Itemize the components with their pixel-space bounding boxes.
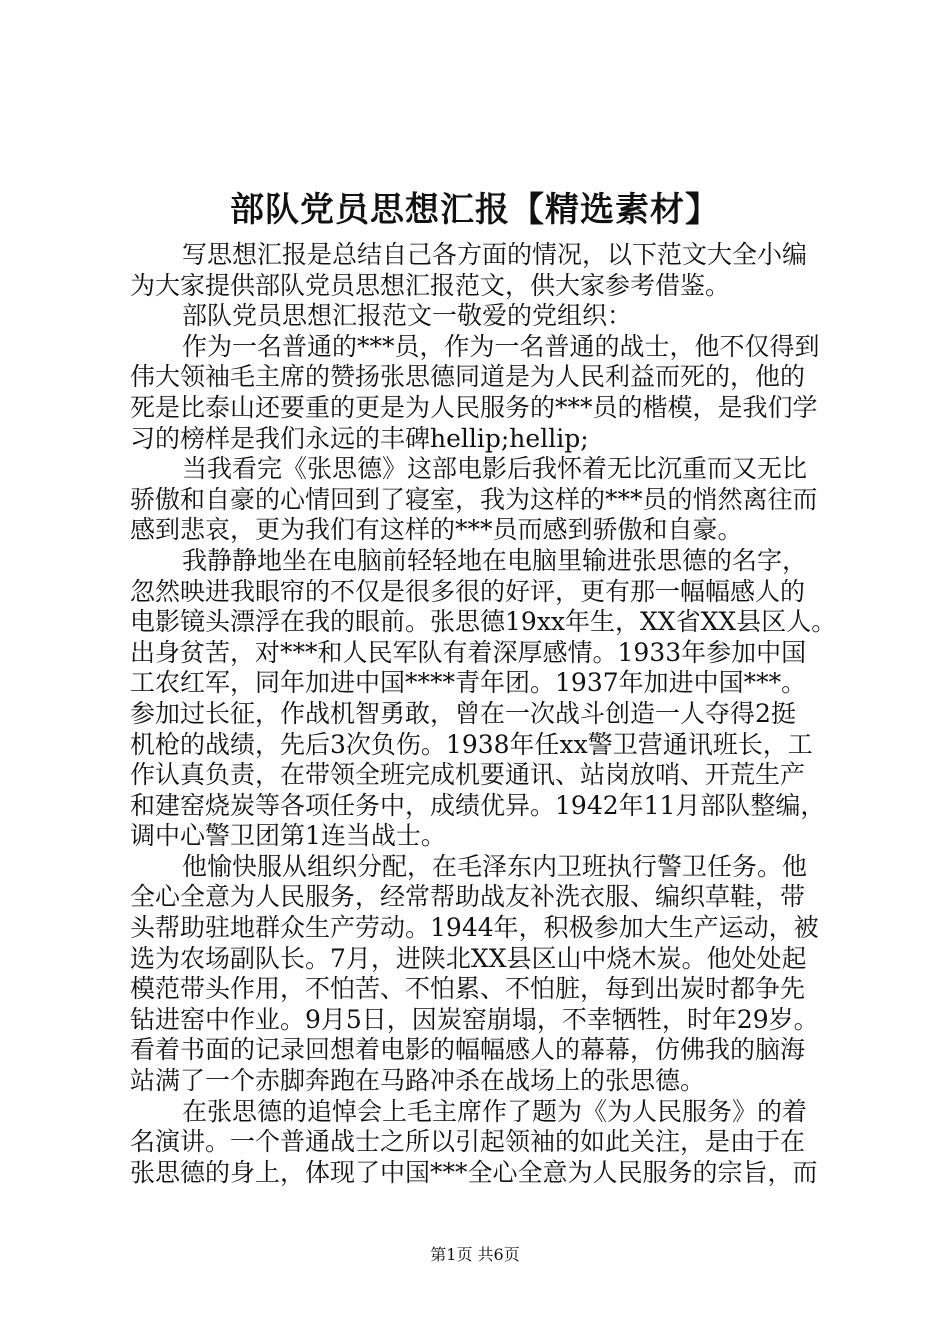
body-line: 写思想汇报是总结自己各方面的情况，以下范文大全小编 (182, 240, 808, 269)
document-title: 部队党员思想汇报【精选素材】 (230, 190, 720, 230)
body-line: 死是比泰山还要重的更是为人民服务的***员的楷模，是我们学 (130, 392, 818, 422)
body-line: 机枪的战绩，先后3次负伤。1938年任xx警卫营通讯班长，工 (130, 729, 813, 759)
body-line: 在张思德的追悼会上毛主席作了题为《为人民服务》的着 (182, 1096, 808, 1126)
body-line: 选为农场副队长。7月，进陕北XX县区山中烧木炭。他处处起 (130, 943, 807, 973)
body-line: 全心全意为人民服务，经常帮助战友补洗衣服、编织草鞋，带 (130, 882, 806, 912)
body-line: 和建窑烧炭等各项任务中，成绩优异。1942年11月部队整编， (130, 790, 826, 820)
body-line: 骄傲和自豪的心情回到了寝室，我为这样的***员的悄然离往而 (130, 484, 818, 514)
body-line: 当我看完《张思德》这部电影后我怀着无比沉重而又无比 (182, 454, 808, 484)
body-line: 他愉快服从组织分配，在毛泽东内卫班执行警卫任务。他 (182, 851, 808, 881)
body-line: 伟大领袖毛主席的赞扬张思德同道是为人民利益而死的，他的 (130, 362, 806, 392)
body-line: 部队党员思想汇报范文一敬爱的党组织： (182, 301, 633, 331)
body-line: 习的榜样是我们永远的丰碑hellip;hellip; (130, 423, 589, 453)
body-line: 感到悲哀，更为我们有这样的***员而感到骄傲和自豪。 (130, 515, 743, 545)
body-line: 看着书面的记录回想着电影的幅幅感人的幕幕，仿佛我的脑海 (130, 1035, 806, 1065)
body-line: 张思德的身上，体现了中国***全心全意为人民服务的宗旨，而 (130, 1157, 818, 1187)
body-line: 出身贫苦，对***和人民军队有着深厚感情。1933年参加中国 (130, 637, 807, 667)
body-line: 站满了一个赤脚奔跑在马路冲杀在战场上的张思德。 (130, 1066, 706, 1096)
body-line: 为大家提供部队党员思想汇报范文，供大家参考借鉴。 (130, 270, 731, 300)
body-line: 工农红军，同年加进中国****青年团。1937年加进中国***。 (130, 668, 807, 698)
body-line: 作认真负责，在带领全班完成机要通讯、站岗放哨、开荒生产 (130, 760, 806, 790)
body-line: 我静静地坐在电脑前轻轻地在电脑里输进张思德的名字， (182, 545, 808, 575)
body-line: 参加过长征，作战机智勇敢，曾在一次战斗创造一人夺得2挺 (130, 698, 796, 728)
body-line: 名演讲。一个普通战士之所以引起领袖的如此关注，是由于在 (130, 1127, 806, 1157)
body-line: 电影镜头漂浮在我的眼前。张思德19xx年生，XX省XX县区人。 (130, 607, 837, 637)
body-line: 调中心警卫团第1连当战士。 (130, 821, 446, 851)
document-body (130, 240, 837, 1188)
page-number-footer: 第1页 共6页 (430, 1245, 520, 1264)
body-line: 作为一名普通的***员，作为一名普通的战士，他不仅得到 (182, 331, 820, 361)
body-line: 头帮助驻地群众生产劳动。1944年，积极参加大生产运动，被 (130, 913, 819, 943)
body-line: 模范带头作用，不怕苦、不怕累、不怕脏，每到出炭时都争先 (130, 974, 806, 1004)
body-line: 钻进窑中作业。9月5日，因炭窑崩塌，不幸牺牲，时年29岁。 (130, 1004, 819, 1034)
body-line: 忽然映进我眼帘的不仅是很多很的好评，更有那一幅幅感人的 (130, 576, 806, 606)
